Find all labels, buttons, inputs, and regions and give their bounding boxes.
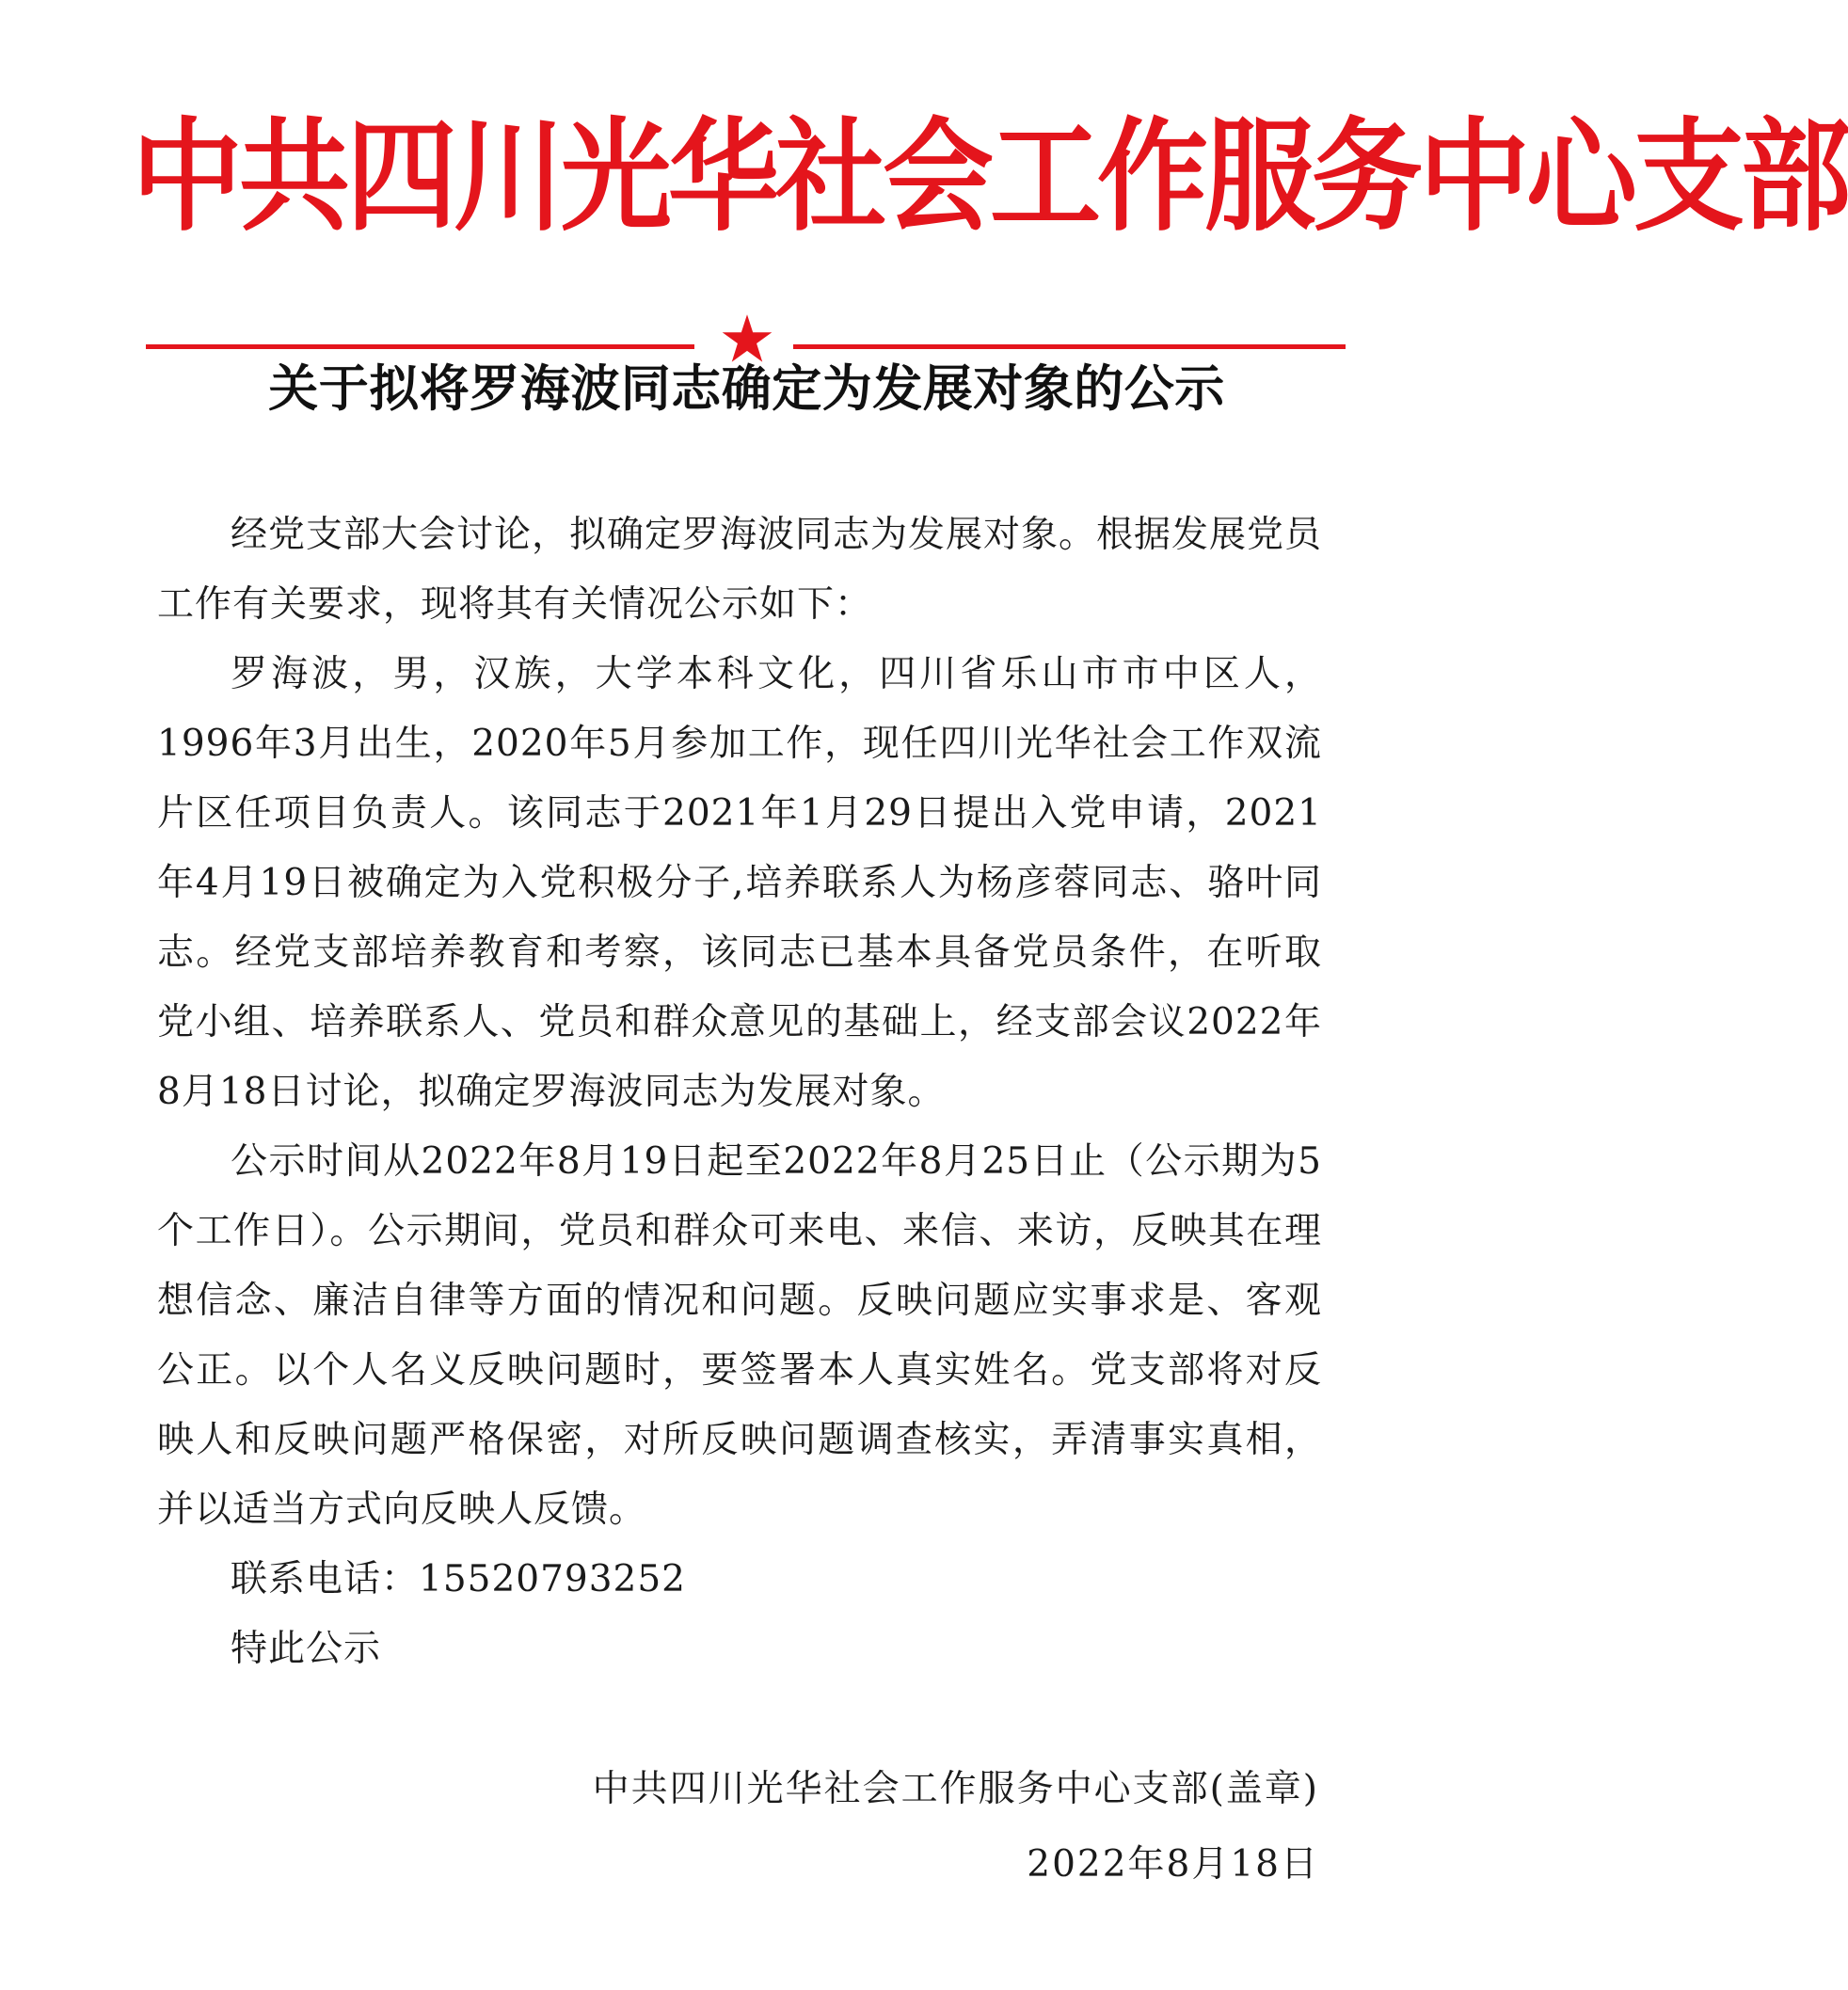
publicity-period-paragraph: 公示时间从2022年8月19日起至2022年8月25日止（公示期为5个工作日）。公示期间，党员和群众可来电、来信、来访，反映其在理想信念、廉洁自律等方面的情况和问题。反映问题应实事求是、客观公正。以个人名义反映问题时，要签署本人真实姓名。党支部将对反映人和反映问题严格保密，对所反映问题调查核实，弄清事实真相，并以适当方式向反映人反馈。 <box>157 1140 1322 1531</box>
intro-paragraph: 经党支部大会讨论，拟确定罗海波同志为发展对象。根据发展党员工作有关要求，现将其有关情况公示如下： <box>157 514 1323 626</box>
signature-block <box>593 1752 1319 1902</box>
notice-title: 关于拟将罗海波同志确定为发展对象的公示 <box>268 359 1225 418</box>
signature-organization: 中共四川光华社会工作服务中心支部(盖章) <box>592 1768 1319 1810</box>
candidate-profile-paragraph: 罗海波，男，汉族，大学本科文化，四川省乐山市市中区人，1996年3月出生，2020年5月参加工作，现任四川光华社会工作双流片区任项目负责人。该同志于2021年1月29日提出入党申请，2021年4月19日被确定为入党积极分子,培养联系人为杨彦蓉同志、骆叶同志。经党支部培养教育和考察，该同志已基本具备党员条件，在听取党小组、培养联系人、党员和群众意见的基础上，经支部会议2022年8月18日讨论，拟确定罗海波同志为发展对象。 <box>157 653 1322 1113</box>
closing-statement: 特此公示 <box>231 1628 382 1670</box>
contact-phone: 联系电话：15520793252 <box>231 1558 686 1600</box>
divider-line-left <box>146 344 694 349</box>
notice-body <box>157 501 1322 1684</box>
organization-masthead: 中共四川光华社会工作服务中心支部 <box>132 103 1848 248</box>
signature-date: 2022年8月18日 <box>1027 1843 1319 1886</box>
divider-line-right <box>793 344 1346 349</box>
